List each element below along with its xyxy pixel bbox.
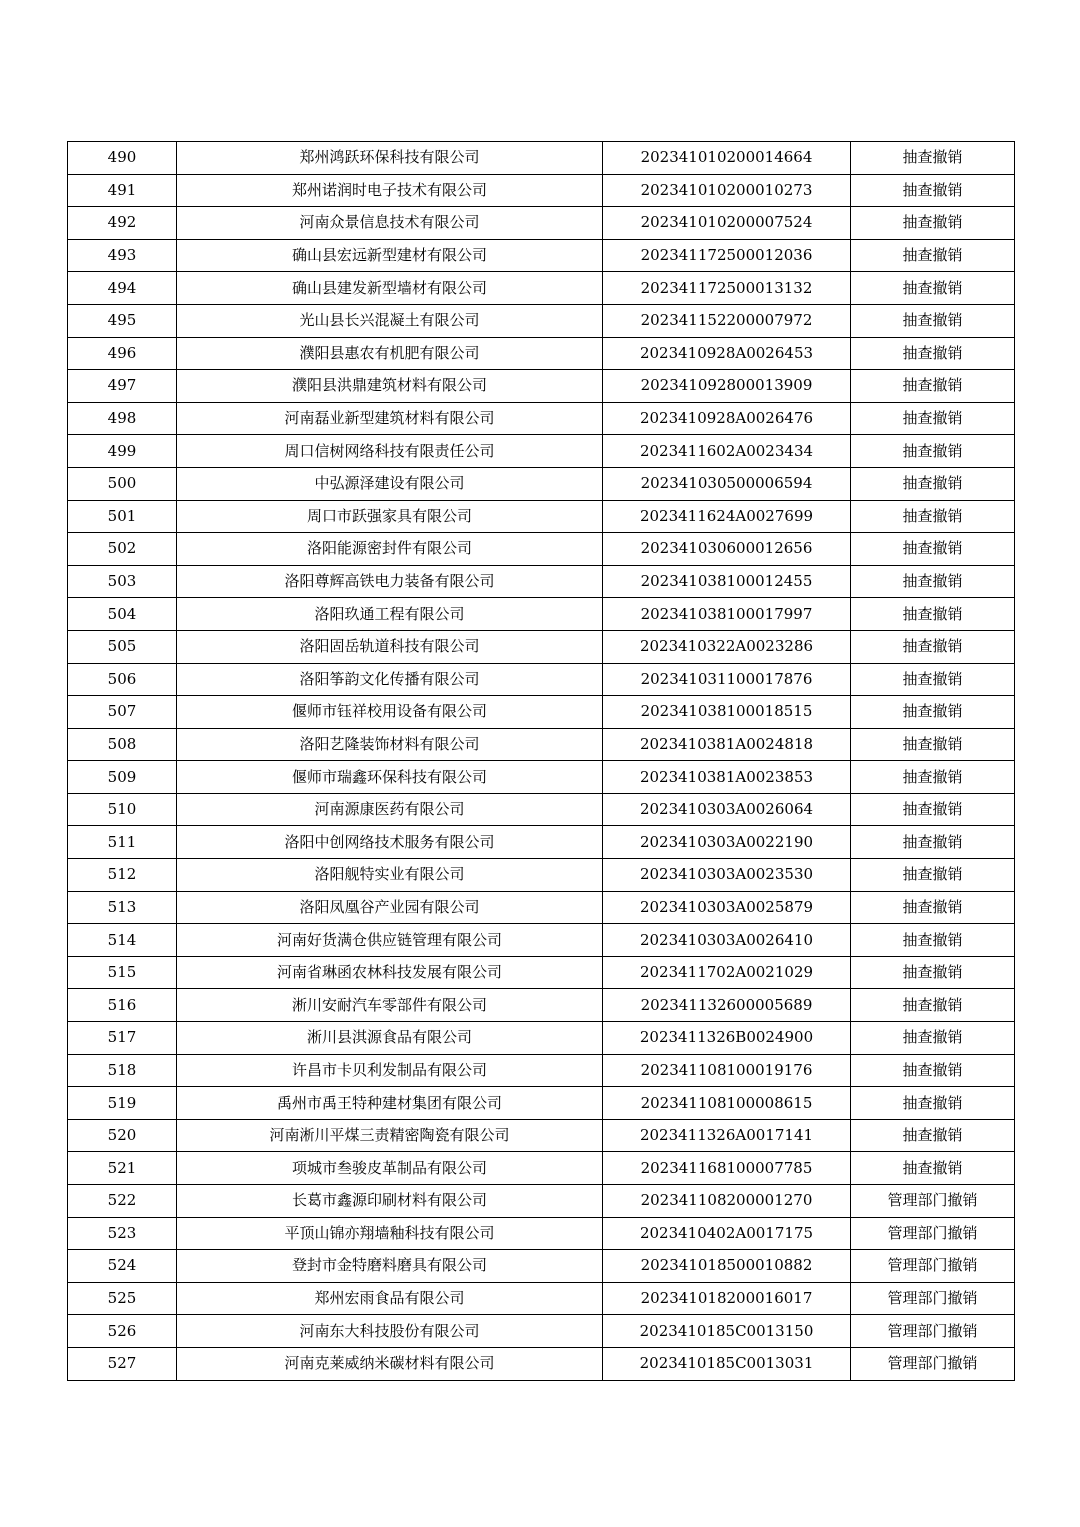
company-name: 偃师市瑞鑫环保科技有限公司 <box>177 761 603 794</box>
row-number: 494 <box>68 272 177 305</box>
row-number: 491 <box>68 174 177 207</box>
registration-code: 202341132600005689 <box>603 989 851 1022</box>
revocation-status: 抽查撤销 <box>851 207 1015 240</box>
table-row <box>68 272 1015 305</box>
row-number: 525 <box>68 1282 177 1315</box>
registration-code: 202341010200010273 <box>603 174 851 207</box>
registration-code: 2023410303A0026410 <box>603 924 851 957</box>
row-number: 516 <box>68 989 177 1022</box>
row-number: 499 <box>68 435 177 468</box>
company-name: 周口市跃强家具有限公司 <box>177 500 603 533</box>
company-name: 周口信树网络科技有限责任公司 <box>177 435 603 468</box>
company-name: 禹州市禹王特种建材集团有限公司 <box>177 1087 603 1120</box>
row-number: 498 <box>68 402 177 435</box>
revocation-status: 抽查撤销 <box>851 272 1015 305</box>
registration-code: 202341031100017876 <box>603 663 851 696</box>
row-number: 507 <box>68 696 177 729</box>
revocation-status: 管理部门撤销 <box>851 1315 1015 1348</box>
revocation-status: 抽查撤销 <box>851 304 1015 337</box>
company-name: 洛阳筝韵文化传播有限公司 <box>177 663 603 696</box>
company-name: 平顶山锦亦翔墙釉科技有限公司 <box>177 1217 603 1250</box>
company-name: 洛阳玖通工程有限公司 <box>177 598 603 631</box>
table-row <box>68 467 1015 500</box>
row-number: 496 <box>68 337 177 370</box>
company-name: 河南省琳函农林科技发展有限公司 <box>177 956 603 989</box>
registration-code: 202341108200001270 <box>603 1185 851 1218</box>
registration-code: 2023410928A0026453 <box>603 337 851 370</box>
company-name: 洛阳固岳轨道科技有限公司 <box>177 630 603 663</box>
registration-code: 2023411702A0021029 <box>603 956 851 989</box>
revocation-status: 抽查撤销 <box>851 924 1015 957</box>
row-number: 518 <box>68 1054 177 1087</box>
revocation-status: 抽查撤销 <box>851 1087 1015 1120</box>
table-row <box>68 370 1015 403</box>
row-number: 512 <box>68 859 177 892</box>
row-number: 510 <box>68 793 177 826</box>
row-number: 495 <box>68 304 177 337</box>
table-row <box>68 1119 1015 1152</box>
table-row <box>68 663 1015 696</box>
company-name: 项城市叁骏皮革制品有限公司 <box>177 1152 603 1185</box>
table-row <box>68 337 1015 370</box>
revocation-status: 抽查撤销 <box>851 793 1015 826</box>
row-number: 511 <box>68 826 177 859</box>
revocation-status: 抽查撤销 <box>851 239 1015 272</box>
company-name: 洛阳能源密封件有限公司 <box>177 533 603 566</box>
company-name: 确山县宏远新型建材有限公司 <box>177 239 603 272</box>
revocation-status: 抽查撤销 <box>851 891 1015 924</box>
company-name: 确山县建发新型墙材有限公司 <box>177 272 603 305</box>
row-number: 502 <box>68 533 177 566</box>
table-row <box>68 1087 1015 1120</box>
registration-code: 2023411326B0024900 <box>603 1022 851 1055</box>
table-row <box>68 1250 1015 1283</box>
row-number: 515 <box>68 956 177 989</box>
table-row <box>68 859 1015 892</box>
registration-code: 202341038100017997 <box>603 598 851 631</box>
registration-code: 2023410303A0023530 <box>603 859 851 892</box>
revocation-status: 抽查撤销 <box>851 761 1015 794</box>
table-row <box>68 142 1015 175</box>
company-name: 河南磊业新型建筑材料有限公司 <box>177 402 603 435</box>
row-number: 505 <box>68 630 177 663</box>
registration-code: 202341168100007785 <box>603 1152 851 1185</box>
revocation-status: 抽查撤销 <box>851 435 1015 468</box>
table-row <box>68 1185 1015 1218</box>
registration-code: 202341108100008615 <box>603 1087 851 1120</box>
company-name: 登封市金特磨料磨具有限公司 <box>177 1250 603 1283</box>
row-number: 514 <box>68 924 177 957</box>
registration-code: 202341172500012036 <box>603 239 851 272</box>
row-number: 501 <box>68 500 177 533</box>
table-row <box>68 1054 1015 1087</box>
revocation-status: 抽查撤销 <box>851 663 1015 696</box>
registration-code: 2023410381A0024818 <box>603 728 851 761</box>
row-number: 509 <box>68 761 177 794</box>
registration-code: 202341010200014664 <box>603 142 851 175</box>
row-number: 524 <box>68 1250 177 1283</box>
registration-code: 2023410303A0026064 <box>603 793 851 826</box>
row-number: 493 <box>68 239 177 272</box>
company-name: 河南东大科技股份有限公司 <box>177 1315 603 1348</box>
row-number: 506 <box>68 663 177 696</box>
company-name: 河南源康医药有限公司 <box>177 793 603 826</box>
company-name: 河南好货满仓供应链管理有限公司 <box>177 924 603 957</box>
revocation-status: 抽查撤销 <box>851 142 1015 175</box>
revocation-status: 管理部门撤销 <box>851 1347 1015 1380</box>
table-row <box>68 630 1015 663</box>
company-name: 河南众景信息技术有限公司 <box>177 207 603 240</box>
registration-code: 2023410185C0013031 <box>603 1347 851 1380</box>
registration-code: 2023410928A0026476 <box>603 402 851 435</box>
registration-code: 202341092800013909 <box>603 370 851 403</box>
table-row <box>68 956 1015 989</box>
revocation-status: 抽查撤销 <box>851 370 1015 403</box>
row-number: 527 <box>68 1347 177 1380</box>
row-number: 513 <box>68 891 177 924</box>
row-number: 492 <box>68 207 177 240</box>
revocation-status: 抽查撤销 <box>851 1119 1015 1152</box>
registration-code: 2023411326A0017141 <box>603 1119 851 1152</box>
company-name: 河南克莱威纳米碳材料有限公司 <box>177 1347 603 1380</box>
revocation-status: 抽查撤销 <box>851 630 1015 663</box>
row-number: 490 <box>68 142 177 175</box>
registration-code: 202341108100019176 <box>603 1054 851 1087</box>
registration-code: 202341172500013132 <box>603 272 851 305</box>
table-row <box>68 207 1015 240</box>
registration-code: 2023410381A0023853 <box>603 761 851 794</box>
revocation-status: 抽查撤销 <box>851 826 1015 859</box>
registration-code: 202341030600012656 <box>603 533 851 566</box>
table-row <box>68 598 1015 631</box>
company-name: 偃师市钰祥校用设备有限公司 <box>177 696 603 729</box>
company-name: 淅川安耐汽车零部件有限公司 <box>177 989 603 1022</box>
table-row <box>68 565 1015 598</box>
table-row <box>68 989 1015 1022</box>
registration-code: 2023411624A0027699 <box>603 500 851 533</box>
revocation-status: 抽查撤销 <box>851 696 1015 729</box>
table-row <box>68 761 1015 794</box>
revocation-status: 抽查撤销 <box>851 1022 1015 1055</box>
table-row <box>68 793 1015 826</box>
revocation-status: 抽查撤销 <box>851 989 1015 1022</box>
revocation-status: 抽查撤销 <box>851 728 1015 761</box>
registration-code: 202341010200007524 <box>603 207 851 240</box>
table-row <box>68 174 1015 207</box>
company-name: 洛阳尊辉高铁电力装备有限公司 <box>177 565 603 598</box>
company-name: 濮阳县惠农有机肥有限公司 <box>177 337 603 370</box>
row-number: 521 <box>68 1152 177 1185</box>
company-name: 洛阳舰特实业有限公司 <box>177 859 603 892</box>
row-number: 522 <box>68 1185 177 1218</box>
table-row <box>68 924 1015 957</box>
company-name: 中弘源泽建设有限公司 <box>177 467 603 500</box>
revocation-status: 管理部门撤销 <box>851 1282 1015 1315</box>
registration-code: 202341018500010882 <box>603 1250 851 1283</box>
row-number: 497 <box>68 370 177 403</box>
row-number: 500 <box>68 467 177 500</box>
table-row <box>68 402 1015 435</box>
revocation-status: 抽查撤销 <box>851 337 1015 370</box>
registration-code: 2023410322A0023286 <box>603 630 851 663</box>
registration-code: 202341038100012455 <box>603 565 851 598</box>
row-number: 519 <box>68 1087 177 1120</box>
company-name: 洛阳凤凰谷产业园有限公司 <box>177 891 603 924</box>
revocation-status: 抽查撤销 <box>851 1152 1015 1185</box>
row-number: 526 <box>68 1315 177 1348</box>
table-row <box>68 826 1015 859</box>
table-row <box>68 1347 1015 1380</box>
table-row <box>68 891 1015 924</box>
table-row <box>68 696 1015 729</box>
table-body <box>68 142 1015 1381</box>
company-name: 许昌市卡贝利发制品有限公司 <box>177 1054 603 1087</box>
registration-code: 2023410185C0013150 <box>603 1315 851 1348</box>
table-row <box>68 1315 1015 1348</box>
registration-code: 2023411602A0023434 <box>603 435 851 468</box>
revocation-status: 管理部门撤销 <box>851 1217 1015 1250</box>
revocation-status: 管理部门撤销 <box>851 1185 1015 1218</box>
company-name: 濮阳县洪鼎建筑材料有限公司 <box>177 370 603 403</box>
table-row <box>68 1022 1015 1055</box>
revocation-status: 抽查撤销 <box>851 565 1015 598</box>
company-name: 郑州宏雨食品有限公司 <box>177 1282 603 1315</box>
table-row <box>68 500 1015 533</box>
revocation-status: 管理部门撤销 <box>851 1250 1015 1283</box>
revocation-status: 抽查撤销 <box>851 533 1015 566</box>
company-name: 洛阳中创网络技术服务有限公司 <box>177 826 603 859</box>
company-name: 洛阳艺隆装饰材料有限公司 <box>177 728 603 761</box>
registration-code: 202341152200007972 <box>603 304 851 337</box>
table-row <box>68 1152 1015 1185</box>
registration-code: 202341038100018515 <box>603 696 851 729</box>
revocation-status: 抽查撤销 <box>851 859 1015 892</box>
revocation-status: 抽查撤销 <box>851 500 1015 533</box>
revocation-table <box>67 141 1015 1381</box>
company-name: 光山县长兴混凝土有限公司 <box>177 304 603 337</box>
company-name: 郑州诺润时电子技术有限公司 <box>177 174 603 207</box>
row-number: 520 <box>68 1119 177 1152</box>
table-row <box>68 533 1015 566</box>
revocation-status: 抽查撤销 <box>851 467 1015 500</box>
company-name: 长葛市鑫源印刷材料有限公司 <box>177 1185 603 1218</box>
revocation-status: 抽查撤销 <box>851 1054 1015 1087</box>
registration-code: 202341018200016017 <box>603 1282 851 1315</box>
revocation-status: 抽查撤销 <box>851 402 1015 435</box>
revocation-status: 抽查撤销 <box>851 956 1015 989</box>
revocation-status: 抽查撤销 <box>851 598 1015 631</box>
table-row <box>68 304 1015 337</box>
table-row <box>68 1217 1015 1250</box>
table-row <box>68 728 1015 761</box>
table-row <box>68 435 1015 468</box>
registration-code: 2023410402A0017175 <box>603 1217 851 1250</box>
registration-code: 2023410303A0025879 <box>603 891 851 924</box>
row-number: 504 <box>68 598 177 631</box>
company-name: 河南淅川平煤三责精密陶瓷有限公司 <box>177 1119 603 1152</box>
row-number: 523 <box>68 1217 177 1250</box>
table-row <box>68 239 1015 272</box>
registration-code: 202341030500006594 <box>603 467 851 500</box>
table-row <box>68 1282 1015 1315</box>
company-name: 郑州鸿跃环保科技有限公司 <box>177 142 603 175</box>
row-number: 517 <box>68 1022 177 1055</box>
registration-code: 2023410303A0022190 <box>603 826 851 859</box>
row-number: 508 <box>68 728 177 761</box>
row-number: 503 <box>68 565 177 598</box>
revocation-status: 抽查撤销 <box>851 174 1015 207</box>
company-name: 淅川县淇源食品有限公司 <box>177 1022 603 1055</box>
